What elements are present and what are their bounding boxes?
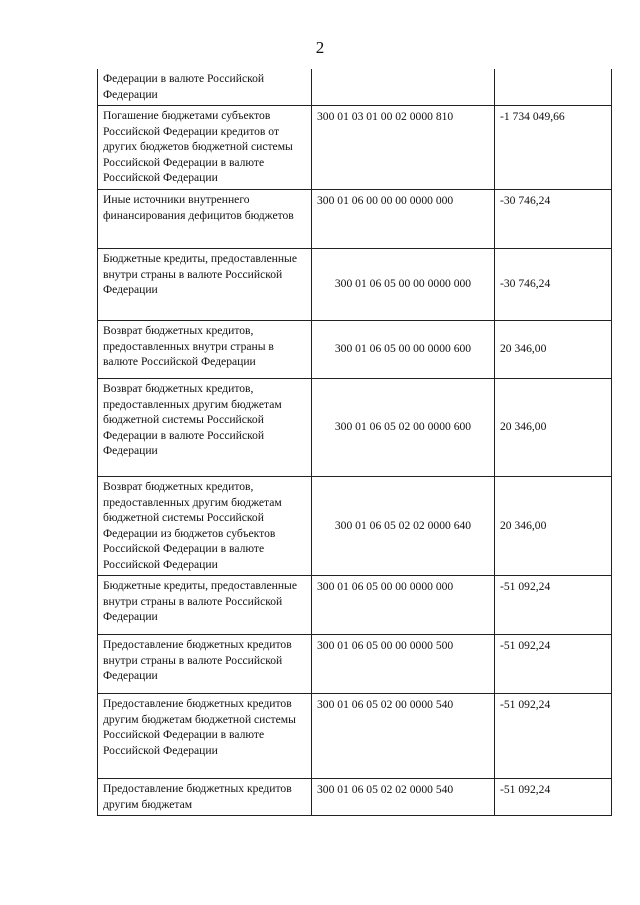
table-row bbox=[98, 249, 612, 321]
row-code-cell: 300 01 06 05 02 02 0000 640 bbox=[312, 477, 495, 576]
row-amount-cell: -51 092,24 bbox=[495, 576, 612, 635]
row-amount-cell: -1 734 049,66 bbox=[495, 106, 612, 190]
table-row bbox=[98, 477, 612, 576]
table-row bbox=[98, 69, 612, 106]
page-number: 2 bbox=[315, 38, 325, 57]
table-row bbox=[98, 321, 612, 379]
row-code-cell: 300 01 06 05 02 00 0000 540 bbox=[312, 694, 495, 779]
row-name-cell: Возврат бюджетных кредитов, предоставленных внутри страны в валюте Российской Федерации bbox=[98, 321, 312, 379]
row-name-cell: Предоставление бюджетных кредитов внутри страны в валюте Российской Федерации bbox=[98, 635, 312, 694]
row-name-cell: Возврат бюджетных кредитов, предоставленных другим бюджетам бюджетной системы Российской Федерации из бюджетов субъектов Российской Федерации в валюте Российской Федерации bbox=[98, 477, 312, 576]
row-amount-cell: -51 092,24 bbox=[495, 779, 612, 816]
row-amount-cell: -30 746,24 bbox=[495, 249, 612, 321]
row-name-cell: Погашение бюджетами субъектов Российской Федерации кредитов от других бюджетов бюджетной системы Российской Федерации в валюте Российской Федерации bbox=[98, 106, 312, 190]
table-row bbox=[98, 379, 612, 477]
row-amount-cell: 20 346,00 bbox=[495, 321, 612, 379]
row-amount-cell: -51 092,24 bbox=[495, 635, 612, 694]
sources-of-financing-table bbox=[97, 69, 612, 816]
row-amount-cell: 20 346,00 bbox=[495, 379, 612, 477]
row-code-cell: 300 01 06 05 02 02 0000 540 bbox=[312, 779, 495, 816]
row-amount-cell bbox=[495, 69, 612, 106]
row-name-cell: Бюджетные кредиты, предоставленные внутри страны в валюте Российской Федерации bbox=[98, 249, 312, 321]
row-name-cell: Бюджетные кредиты, предоставленные внутри страны в валюте Российской Федерации bbox=[98, 576, 312, 635]
row-name-cell: Возврат бюджетных кредитов, предоставленных другим бюджетам бюджетной системы Российской Федерации в валюте Российской Федерации bbox=[98, 379, 312, 477]
table-row bbox=[98, 106, 612, 190]
table-row bbox=[98, 694, 612, 779]
row-name-cell: Иные источники внутреннего финансирования дефицитов бюджетов bbox=[98, 190, 312, 249]
table-row bbox=[98, 635, 612, 694]
row-code-cell: 300 01 06 05 00 00 0000 000 bbox=[312, 249, 495, 321]
row-code-cell: 300 01 06 00 00 00 0000 000 bbox=[312, 190, 495, 249]
row-code-cell: 300 01 06 05 00 00 0000 000 bbox=[312, 576, 495, 635]
row-amount-cell: 20 346,00 bbox=[495, 477, 612, 576]
table-row bbox=[98, 190, 612, 249]
table-row bbox=[98, 779, 612, 816]
row-name-cell: Федерации в валюте Российской Федерации bbox=[98, 69, 312, 106]
row-code-cell: 300 01 06 05 00 00 0000 500 bbox=[312, 635, 495, 694]
table-row bbox=[98, 576, 612, 635]
row-code-cell: 300 01 03 01 00 02 0000 810 bbox=[312, 106, 495, 190]
row-code-cell bbox=[312, 69, 495, 106]
row-name-cell: Предоставление бюджетных кредитов другим бюджетам бюджетной системы Российской Федерации в валюте Российской Федерации bbox=[98, 694, 312, 779]
row-amount-cell: -51 092,24 bbox=[495, 694, 612, 779]
row-code-cell: 300 01 06 05 00 00 0000 600 bbox=[312, 321, 495, 379]
row-code-cell: 300 01 06 05 02 00 0000 600 bbox=[312, 379, 495, 477]
row-amount-cell: -30 746,24 bbox=[495, 190, 612, 249]
row-name-cell: Предоставление бюджетных кредитов другим бюджетам bbox=[98, 779, 312, 816]
